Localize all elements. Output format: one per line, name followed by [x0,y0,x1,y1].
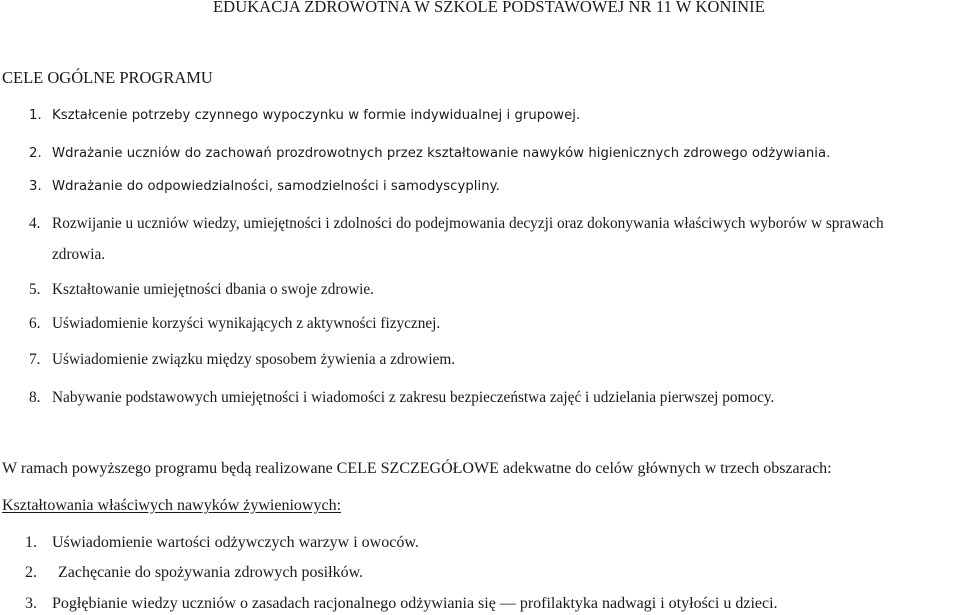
list-item [29,316,440,331]
list-item-number: 2. [29,146,42,161]
list-item [25,535,419,551]
list-item-text: Zachęcanie do spożywania zdrowych posiłków. [58,564,364,581]
list-item-text: Kształtowanie umiejętności dbania o swoje zdrowie. [52,281,374,298]
list-item [29,180,500,193]
list-item-number: 1. [25,534,37,551]
list-item-text: Nabywanie podstawowych umiejętności i wiadomości z zakresu bezpieczeństwa zajęć i udzielania pierwszej pomocy. [52,389,775,406]
list-item-text: Uświadomienie wartości odżywczych warzyw i owoców. [52,534,419,551]
list-item-text: Pogłębianie wiedzy uczniów o zasadach racjonalnego odżywiania się — profilaktyka nadwagi i otyłości u dzieci. [52,595,778,612]
list-item [29,216,884,231]
list-item-number: 4. [29,215,41,232]
list-item-number: 2. [25,564,37,581]
list-item-number: 7. [29,351,41,368]
list-item-continuation: zdrowia. [52,246,106,263]
list-item [29,282,374,297]
list-item-number: 5. [29,281,41,298]
list-item-text: Wdrażanie do odpowiedzialności, samodzielności i samodyscypliny. [52,179,500,194]
list-item-text: Rozwijanie u uczniów wiedzy, umiejętności i zdolności do podejmowania decyzji oraz dokonywania właściwych wyborów w sprawach [52,215,884,232]
section-heading: CELE OGÓLNE PROGRAMU [2,68,213,87]
list-item [29,352,455,367]
intro-paragraph: W ramach powyższego programu będą realizowane CELE SZCZEGÓŁOWE adekwatne do celów głównych w trzech obszarach: [2,460,832,477]
list-item-text: Kształcenie potrzeby czynnego wypoczynku w formie indywidualnej i grupowej. [52,108,581,123]
list-item [29,390,774,405]
list-item-number: 1. [29,108,42,123]
document-title: EDUKACJA ZDROWOTNA W SZKOLE PODSTAWOWEJ NR 11 W KONINIE [213,0,765,16]
list-item [29,147,830,160]
list-item [29,109,580,122]
list-item-text: Wdrażanie uczniów do zachowań prozdrowotnych przez kształtowanie nawyków higienicznych zdrowego odżywiania. [52,146,831,161]
list-item [25,565,363,581]
list-item-number: 3. [25,595,37,612]
list-item [25,596,778,612]
list-item-text: Uświadomienie korzyści wynikających z aktywności fizycznej. [52,315,441,332]
list-item-number: 8. [29,389,41,406]
list-item-text: Uświadomienie związku między sposobem żywienia a zdrowiem. [52,351,456,368]
list-item-number: 3. [29,179,42,194]
list-item-number: 6. [29,315,41,332]
area-heading: Kształtowania właściwych nawyków żywieniowych: [2,497,342,514]
